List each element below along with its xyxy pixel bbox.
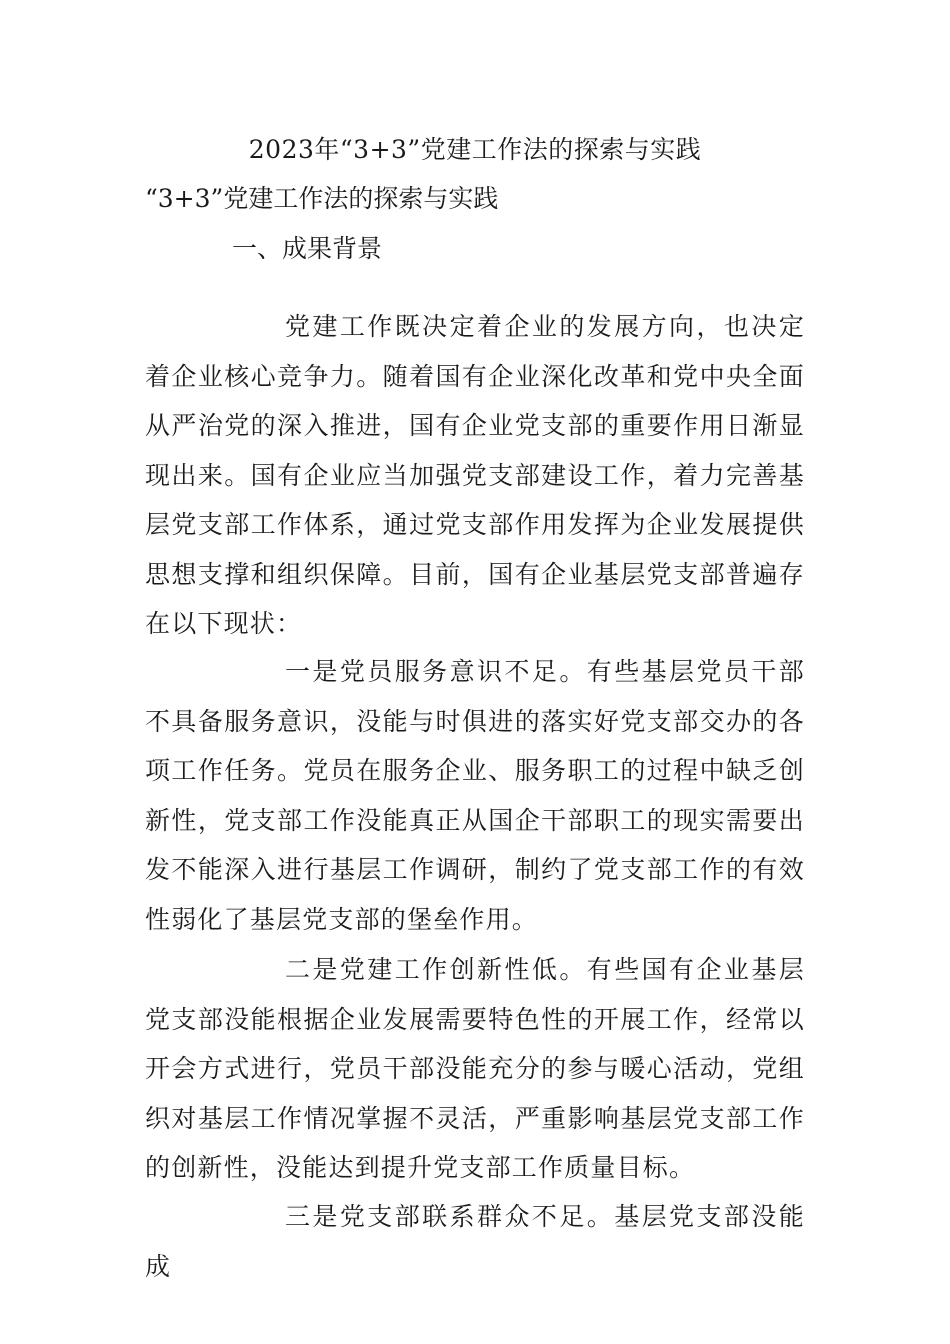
paragraph-issue-two: 二是党建工作创新性低。有些国有企业基层党支部没能根据企业发展需要特色性的开展工作，经常以开会方式进行，党员干部没能充分的参与暖心活动，党组织对基层工作情况掌握不灵活，严重影响基层党支部工作的创新性，没能达到提升党支部工作质量目标。	[145, 955, 805, 1182]
section-heading: 一、成果背景	[232, 234, 383, 263]
paragraph-issue-three: 三是党支部联系群众不足。基层党支部没能成	[145, 1202, 805, 1281]
document-subtitle: “3+3”党建工作法的探索与实践	[145, 184, 499, 213]
paragraph-background: 党建工作既决定着企业的发展方向，也决定着企业核心竞争力。随着国有企业深化改革和党中央全面从严治党的深入推进，国有企业党支部的重要作用日渐显现出来。国有企业应当加强党支部建设工作，着力完善基层党支部工作体系，通过党支部作用发挥为企业发展提供思想支撑和组织保障。目前，国有企业基层党支部普遍存在以下现状：	[145, 312, 805, 638]
paragraph-issue-one: 一是党员服务意识不足。有些基层党员干部不具备服务意识，没能与时俱进的落实好党支部交办的各项工作任务。党员在服务企业、服务职工的过程中缺乏创新性，党支部工作没能真正从国企干部职工的现实需要出发不能深入进行基层工作调研，制约了党支部工作的有效性弱化了基层党支部的堡垒作用。	[145, 657, 805, 934]
document-title: 2023年“3+3”党建工作法的探索与实践	[248, 135, 702, 164]
